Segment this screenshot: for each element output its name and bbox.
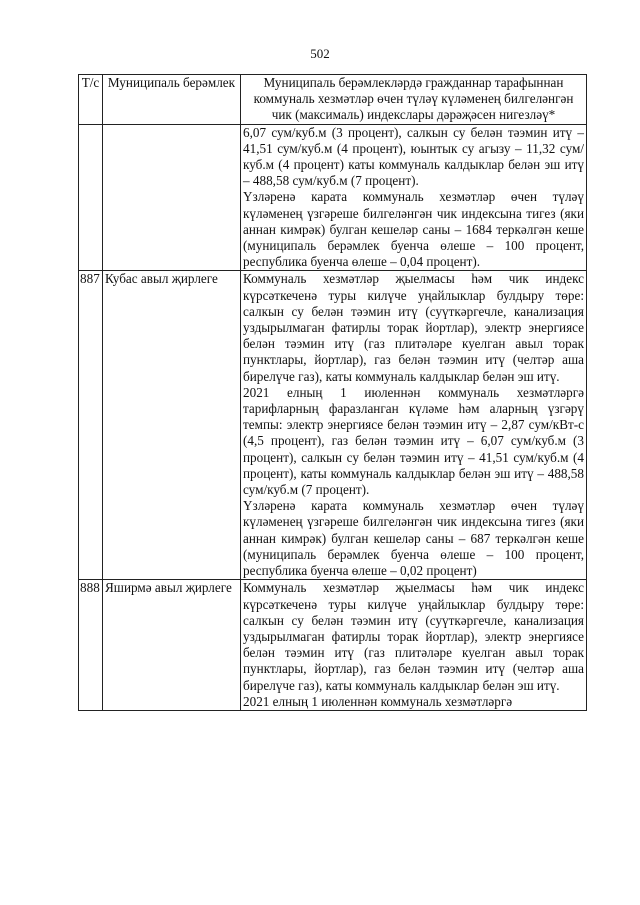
header-number: Т/с <box>79 75 103 125</box>
row-municipality: Яширмә авыл җирлеге <box>103 580 241 711</box>
paragraph: 2021 елның 1 июленнән коммуналь хезмәтләргә <box>243 693 513 709</box>
row-municipality: Кубас авыл җирлеге <box>103 271 241 580</box>
indices-table <box>78 74 587 711</box>
header-justification: Муниципаль берәмлекләрдә гражданнар тарафыннан коммуналь хезмәтләр өчен түләү күләменең билгеләнгән чик (максималь) индекслары дәрәҗәсен нигезләү* <box>241 75 587 125</box>
row-municipality <box>103 124 241 271</box>
page-number: 502 <box>310 46 330 61</box>
table-row <box>79 124 587 271</box>
paragraph: Үзләренә карата коммуналь хезмәтләр өчен түләү күләменең үзгәреше билгеләнгән чик индексына тигез (яки аннан кимрәк) булган кешеләр саны – 687 теркәлгән кеше (муниципаль берәмлек буенча өлеше – 100 процент, республика буенча өлеше – 0,02 процент) <box>243 498 584 579</box>
paragraph: 2021 елның 1 июленнән коммуналь хезмәтләргә тарифларның фаразланган күләме һәм аларның үзгәрү темпы: электр энергиясе белән тәэмин итү – 2,87 сум/кВт-с (4,5 процент), газ белән тәэмин итү – 6,07 сум/куб.м (3 процент), салкын су белән тәэмин итү – 41,51 сум/куб.м (4 процент), каты коммуналь калдыклар белән эш итү – 488,58 сум/куб.м (7 процент). <box>243 384 584 498</box>
paragraph: Коммуналь хезмәтләр җыелмасы һәм чик индекс күрсәткеченә туры килүче уңайлыклар булдыру төре: салкын су белән тәэмин итү (суүткәргечле, канализация уздырылмаган фатирлы торак йортлар), электр энергиясе белән тәэмин итү (газ плитәләре куелган авыл торак пунктлары, йортлар), газ белән тәэмин итү (челтәр аша бирелүче газ), каты коммуналь калдыклар белән эш итү. <box>243 580 584 693</box>
table-header-row <box>79 75 587 125</box>
table-row <box>79 271 587 580</box>
header-municipality: Муниципаль берәмлек <box>103 75 241 125</box>
paragraph: Үзләренә карата коммуналь хезмәтләр өчен түләү күләменең үзгәреше билгеләнгән чик индексына тигез (яки аннан кимрәк) булган кешеләр саны – 1684 теркәлгән кеше (муниципаль берәмлек буенча өлеше – 100 процент, республика буенча өлеше – 0,04 процент). <box>243 189 584 270</box>
paragraph: 6,07 сум/куб.м (3 процент), салкын су белән тәэмин итү – 41,51 сум/куб.м (4 процент), юынтык су агызу – 11,32 сум/куб.м (4 процент) каты коммуналь калдыклар белән эш итү – 488,58 сум/куб.м (7 процент). <box>243 124 584 189</box>
row-number <box>79 124 103 271</box>
row-description <box>241 271 587 580</box>
row-number: 888 <box>79 580 103 711</box>
row-description <box>241 580 587 711</box>
paragraph: Коммуналь хезмәтләр җыелмасы һәм чик индекс күрсәткеченә туры килүче уңайлыклар булдыру төре: салкын су белән тәэмин итү (суүткәргечле, канализация уздырылмаган фатирлы торак йортлар), электр энергиясе белән тәэмин итү (газ плитәләре куелган авыл торак пунктлары, йортлар), газ белән тәэмин итү (челтәр аша бирелүче газ), каты коммуналь калдыклар белән эш итү. <box>243 271 584 384</box>
table-row <box>79 580 587 711</box>
row-description <box>241 124 587 271</box>
row-number: 887 <box>79 271 103 580</box>
